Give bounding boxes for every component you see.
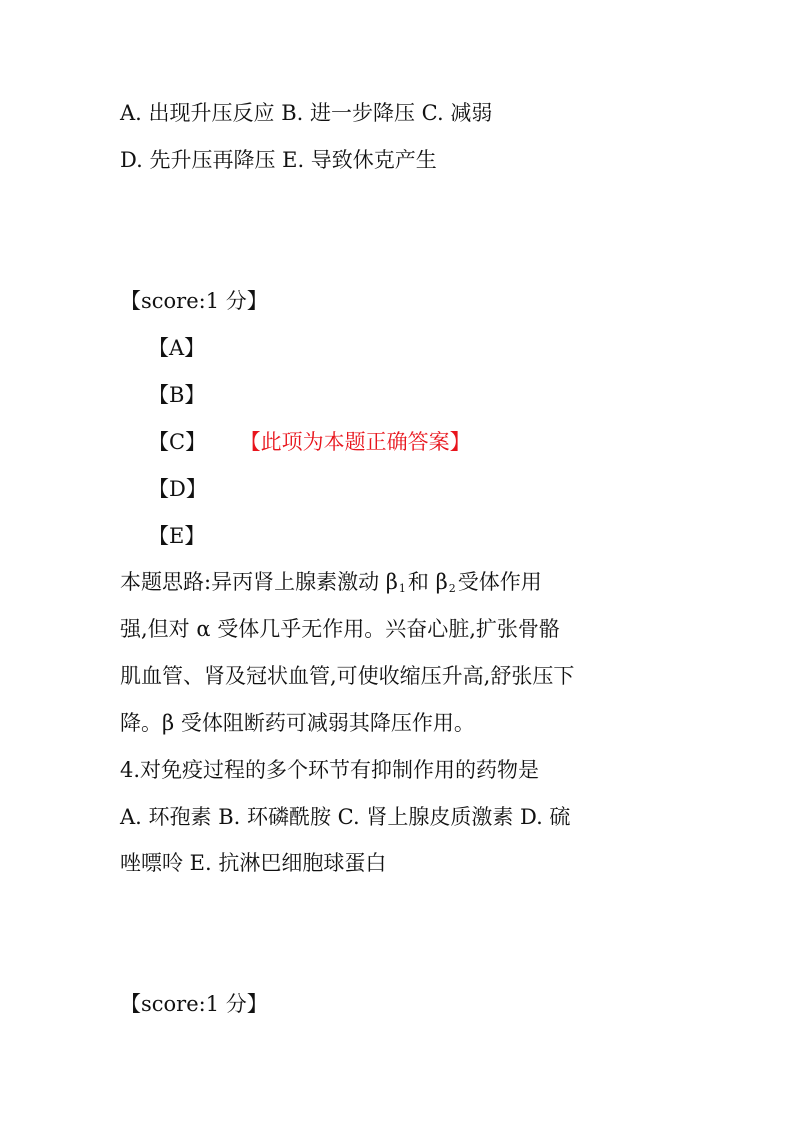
explanation-text-c: 受体作用 <box>457 570 542 594</box>
q3-choice-e: 【E】 <box>148 524 206 548</box>
q3-score: 【score:1 分】 <box>120 289 268 313</box>
q3-choice-a: 【A】 <box>148 336 206 360</box>
explanation-text-b: 和 β <box>407 570 448 594</box>
beta-2-subscript: 2 <box>448 582 456 595</box>
q3-choice-b: 【B】 <box>148 383 206 407</box>
q3-choice-c: 【C】 <box>148 430 207 454</box>
q3-choice-c-row <box>148 428 471 456</box>
q3-explanation-line-1 <box>120 568 542 603</box>
explanation-text-a: 本题思路:异丙肾上腺素激动 β <box>120 570 398 594</box>
q4-options-line-2: 唑嘌呤 E. 抗淋巴细胞球蛋白 <box>120 851 387 875</box>
q3-explanation-line-3: 肌血管、肾及冠状血管,可使收缩压升高,舒张压下 <box>120 664 575 688</box>
correct-answer-mark: 【此项为本题正确答案】 <box>250 430 471 454</box>
q3-choice-d: 【D】 <box>148 477 207 501</box>
q3-explanation-line-2: 强,但对 α 受体几乎无作用。兴奋心脏,扩张骨骼 <box>120 617 560 641</box>
beta-1-subscript: 1 <box>398 582 406 595</box>
q3-explanation-line-4: 降。β 受体阻断药可减弱其降压作用。 <box>120 711 475 735</box>
q3-options-line-1: A. 出现升压反应 B. 进一步降压 C. 减弱 <box>120 101 493 125</box>
q4-question: 4.对免疫过程的多个环节有抑制作用的药物是 <box>120 758 540 782</box>
q3-options-line-2: D. 先升压再降压 E. 导致休克产生 <box>120 148 437 172</box>
q4-score: 【score:1 分】 <box>120 992 268 1016</box>
q4-options-line-1: A. 环孢素 B. 环磷酰胺 C. 肾上腺皮质激素 D. 硫 <box>120 805 571 829</box>
